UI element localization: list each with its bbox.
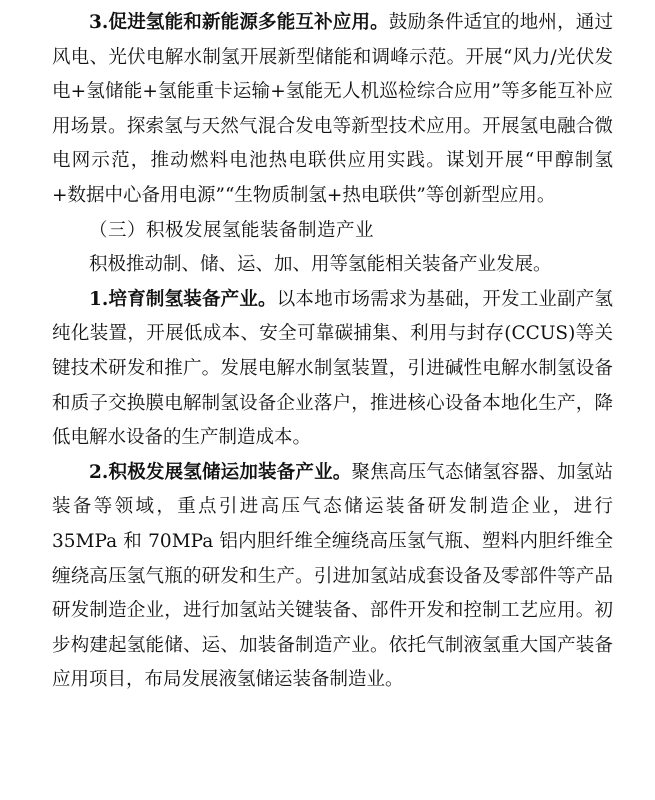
paragraph-body: 鼓励条件适宜的地州，通过风电、光伏电解水制氢开展新型储能和调峰示范。开展“风力/光伏发电+氢储能+氢能重卡运输+氢能无人机巡检综合应用”等多能互补应用场景。探索氢与天然气混合发电等新型技术应用。开展氢电融合微电网示范，推动燃料电池热电联供应用实践。谋划开展“甲醇制氢+数据中心备用电源”“生物质制氢+热电联供”等创新型应用。 [52, 12, 613, 206]
section-heading-equipment-manufacturing: （三）积极发展氢能装备制造产业 [89, 219, 375, 241]
paragraph-equipment-intro: 积极推动制、储、运、加、用等氢能相关装备产业发展。 [89, 254, 552, 276]
paragraph-body: 以本地市场需求为基础，开发工业副产氢纯化装置，开展低成本、安全可靠碳捕集、利用与封存(CCUS)等关键技术研发和推广。发展电解水制氢装置，引进碱性电解水制氢设备和质子交换膜电解制氢设备企业落户，推进核心设备本地化生产，降低电解水设备的生产制造成本。 [52, 288, 613, 449]
item-heading-storage-transport: 2.积极发展氢储运加装备产业。 [89, 461, 352, 483]
item-heading-multi-energy: 3.促进氢能和新能源多能互补应用。 [89, 12, 389, 33]
paragraph-storage-transport-equipment [52, 456, 613, 698]
paragraph-multi-energy-application [52, 6, 613, 214]
paragraph-hydrogen-production-equipment [52, 283, 613, 456]
paragraph-body: 聚焦高压气态储氢容器、加氢站装备等领域，重点引进高压气态储运装备研发制造企业，进行 35MPa 和 70MPa 铝内胆纤维全缠绕高压氢气瓶、塑料内胆纤维全缠绕高压氢气瓶的研发和生产。引进加氢站成套设备及零部件等产品研发制造企业，进行加氢站关键装备、部件开发和控制工艺应用。初步构建起氢能储、运、加装备制造产业。依托气制液氢重大国产装备应用项目，布局发展液氢储运装备制造业。 [52, 461, 613, 691]
item-heading-production-equipment: 1.培育制氢装备产业。 [89, 288, 277, 310]
